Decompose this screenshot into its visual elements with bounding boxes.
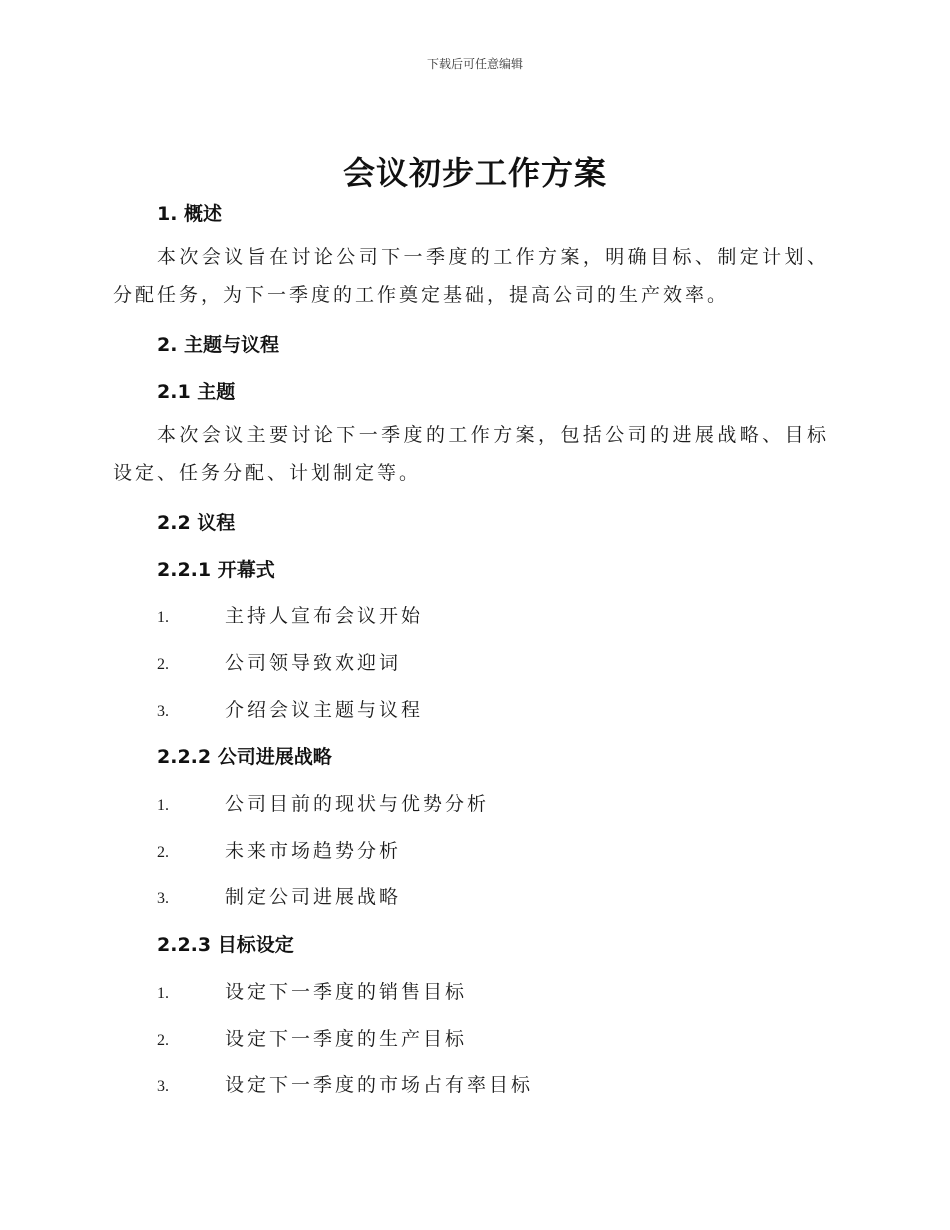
section-heading-opening: 2.2.1 开幕式 xyxy=(157,559,275,581)
list-item xyxy=(157,648,401,675)
section-heading-strategy: 2.2.2 公司进展战略 xyxy=(157,746,332,768)
list-item xyxy=(157,695,423,722)
list-item-number: 1. xyxy=(157,609,169,626)
list-item xyxy=(157,601,423,628)
list-item-number: 1. xyxy=(157,797,169,814)
list-item-number: 1. xyxy=(157,985,169,1002)
list-item xyxy=(157,1024,467,1051)
list-item-text: 公司目前的现状与优势分析 xyxy=(225,793,490,815)
theme-paragraph: 本次会议主要讨论下一季度的工作方案，包括公司的进展战略、目标设定、任务分配、计划制定等。 xyxy=(113,424,829,484)
list-item-text: 制定公司进展战略 xyxy=(225,886,402,908)
list-item-text: 未来市场趋势分析 xyxy=(225,840,402,862)
list-item-number: 2. xyxy=(157,656,169,673)
list-item-text: 介绍会议主题与议程 xyxy=(225,699,424,721)
list-item xyxy=(157,789,489,816)
list-item-text: 公司领导致欢迎词 xyxy=(225,652,402,674)
list-item xyxy=(157,1070,533,1097)
list-item-number: 3. xyxy=(157,703,169,720)
section-heading-overview: 1. 概述 xyxy=(157,203,223,225)
list-item-number: 3. xyxy=(157,890,169,907)
list-item xyxy=(157,882,401,909)
list-item-text: 设定下一季度的市场占有率目标 xyxy=(225,1074,534,1096)
list-item xyxy=(157,836,401,863)
section-heading-agenda: 2.2 议程 xyxy=(157,512,236,534)
section-heading-goal-setting: 2.2.3 目标设定 xyxy=(157,934,294,956)
overview-paragraph: 本次会议旨在讨论公司下一季度的工作方案，明确目标、制定计划、分配任务，为下一季度的工作奠定基础，提高公司的生产效率。 xyxy=(113,246,829,306)
list-item-text: 设定下一季度的生产目标 xyxy=(225,1028,468,1050)
list-item-text: 设定下一季度的销售目标 xyxy=(225,981,468,1003)
page-header-note: 下载后可任意编辑 xyxy=(426,57,523,71)
list-item-number: 3. xyxy=(157,1078,169,1095)
section-heading-theme-agenda: 2. 主题与议程 xyxy=(157,334,280,356)
section-heading-theme: 2.1 主题 xyxy=(157,381,236,403)
list-item-number: 2. xyxy=(157,844,169,861)
list-item xyxy=(157,977,467,1004)
list-item-number: 2. xyxy=(157,1032,169,1049)
list-item-text: 主持人宣布会议开始 xyxy=(225,605,424,627)
document-title: 会议初步工作方案 xyxy=(342,154,607,192)
